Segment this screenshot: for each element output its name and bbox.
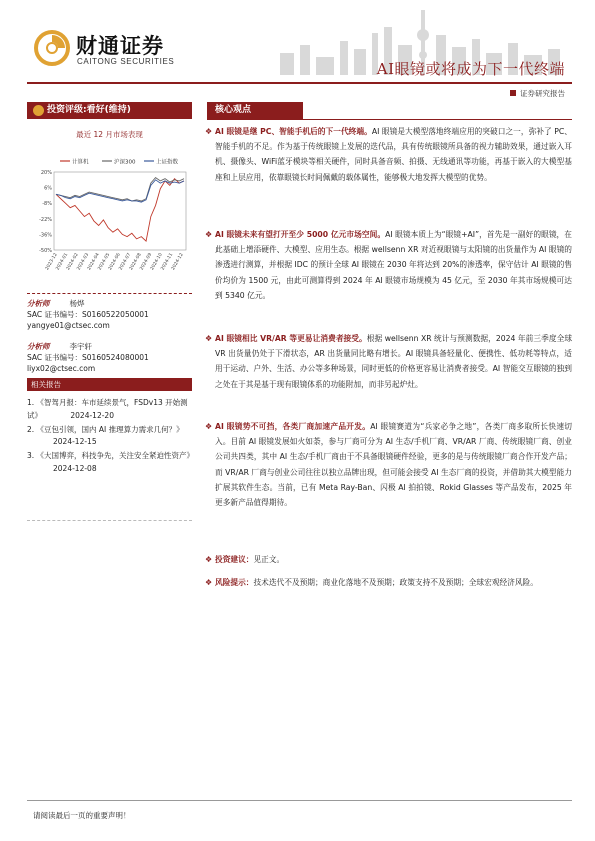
analyst-email[interactable]: liyx02@ctsec.com [27,364,96,373]
point-body: 见正文。 [253,555,285,564]
related-report-title: 2. 《豆包引领，国内 AI 推理算力需求几何？》 [27,424,184,434]
x-tick-label: 2024-04 [86,252,101,272]
related-reports-list [27,397,197,477]
analyst-role: 分析师 [27,299,50,308]
related-reports-header: 相关报告 [27,378,192,391]
core-point [205,552,572,567]
diamond-bullet-icon: ❖ [205,230,213,239]
analyst-cert: SAC 证书编号：S0160522050001 [27,310,149,319]
legend-label: 计算机 [72,159,89,166]
x-tick-label: 2024-06 [107,252,122,272]
rating-badge-icon [33,105,44,116]
disclaimer-note: 请阅读最后一页的重要声明！ [33,811,131,820]
series-line [56,179,184,241]
diamond-bullet-icon: ❖ [205,422,213,431]
brand-name-en: CAITONG SECURITIES [77,57,175,66]
square-marker-icon [510,90,516,96]
point-lead: 投资建议： [215,555,254,564]
point-lead: AI 眼镜势不可挡，各类厂商加速产品开发。 [215,422,371,431]
analyst-block [27,298,149,331]
related-report-title: 1. 《智驾月报：车市延续景气，FSDv13 开始测试》 [27,398,188,420]
report-type-text: 证券研究报告 [520,89,565,98]
x-tick-label: 2024-12 [170,252,185,272]
analyst-name: 杨烨 [69,299,85,308]
header-divider [27,82,572,84]
related-report-date: 2024-12-15 [53,437,97,447]
page-header [0,0,595,98]
point-body: AI 眼镜本质上为“眼镜+AI”，首先是一副好的眼镜，在此基础上增添硬件、大模型、应用生态。根据 wellsenn XR 对近视眼镜与太阳镜的出货量作为 AI 眼镜的渗透进行测算，并根据 IDC 的预计全球 AI 眼镜在 2030 年将达到 20%的渗透率，保守估计 AI 眼镜的售价均价为 1500 元，由此可测算得到 2024 年 AI 眼镜市场规模为 45 亿元，至 2030 年其市场规模可达到 5340 亿元。 [215,230,572,300]
y-tick-label: -22% [39,216,52,223]
investment-rating-bar [27,102,192,119]
core-view-header: 核心观点 [207,102,303,119]
x-tick-label: 2024-11 [160,252,175,272]
series-line [56,180,184,202]
y-tick-label: 6% [44,185,52,192]
related-report-date: 2024-12-08 [53,463,97,473]
core-point [205,331,573,392]
x-tick-label: 2024-05 [97,252,112,272]
market-performance-chart [32,150,192,282]
brand-name-cn: 财通证券 [76,34,164,58]
x-tick-label: 2024-07 [118,252,133,272]
core-view-divider [207,119,572,120]
report-type-label [510,88,565,99]
y-tick-label: -50% [39,248,52,254]
related-divider [27,520,192,521]
diamond-bullet-icon: ❖ [205,578,213,587]
x-tick-label: 2024-08 [128,252,143,272]
x-tick-label: 2024-02 [65,252,80,272]
x-tick-label: 2024-09 [139,252,154,272]
x-tick-label: 2024-10 [149,252,164,272]
y-tick-label: 20% [40,170,52,176]
point-lead: 风险提示： [215,578,254,587]
core-point [205,124,572,185]
point-lead: AI 眼镜相比 VR/AR 等更易让消费者接受。 [215,334,367,343]
chart-caption: 最近 12 月市场表现 [76,130,143,139]
caitong-logo-icon [34,30,70,66]
left-divider [27,293,192,294]
legend-label: 上证指数 [156,159,179,166]
diamond-bullet-icon: ❖ [205,334,213,343]
x-tick-label: 2024-03 [76,252,91,272]
related-report-title: 3. 《大国博弈，科技争先，关注安全紧迫性资产》 [27,451,195,461]
y-tick-label: -8% [42,201,52,208]
analyst-cert: SAC 证书编号：S0160524080001 [27,353,149,362]
analyst-email[interactable]: yangye01@ctsec.com [27,321,110,330]
x-tick-label: 2024-01 [55,252,70,272]
legend-label: 沪深300 [114,159,136,166]
footer-divider [27,800,572,801]
core-point [205,575,572,590]
diamond-bullet-icon: ❖ [205,555,213,564]
x-tick-label: 2023-12 [44,252,59,272]
report-title: AI眼镜或将成为下一代终端 [376,60,565,78]
related-report-item[interactable] [27,397,197,423]
y-tick-label: -36% [39,232,52,239]
diamond-bullet-icon: ❖ [205,127,213,136]
investment-rating: 投资评级:看好(维持) [47,105,131,115]
point-lead: AI 眼镜是继 PC、智能手机后的下一代终端。 [215,127,372,136]
point-body: 根据 wellsenn XR 统计与预测数据，2024 年前三季度全球 VR 出货量仍处于下滑状态，AR 出货量同比略有增长。AI 眼镜具备轻量化、便携性、低功耗等特点，适用于运动、户外、生活、办公等多种场景，同时更低的价格更容易让消费者接受。AI 智能交互眼镜的独到之处在于其是基于现有眼镜体系的功能附加，而非另起炉灶。 [215,334,573,389]
point-body: AI 眼镜赛道为“兵家必争之地”，各类厂商多取所长快速切入。目前 AI 眼镜发展如火如荼，参与厂商可分为 AI 生态/手机厂商、VR/AR 厂商、传统眼镜厂商、创业公司共四类，其中 AI 生态/手机厂商由于不具备眼镜硬件经验，更多的是与传统眼镜厂商合作开发产品；而 VR/AR 厂商与创业公司往往以独立品牌出现，但可能会接受 AI 生态厂商的投资，并借助其大模型能力扩展其软件生态。当前，已有 Meta Ray-Ban、闪极 AI 拍拍镜、Rokid Glasses 等产品发布，2025 年更多新产品值得期待。 [215,422,572,508]
point-lead: AI 眼镜未来有望打开至少 5000 亿元市场空间。 [215,230,386,239]
core-point [205,419,572,510]
point-body: 技术迭代不及预期；商业化落地不及预期；政策支持不及预期；全球宏观经济风险。 [253,578,538,587]
related-report-item[interactable] [27,424,197,450]
related-report-date: 2024-12-20 [70,410,114,420]
analyst-name: 李宇轩 [69,342,92,351]
core-point [205,227,572,303]
point-body: AI 眼镜是大模型落地终端应用的突破口之一，弥补了 PC、智能手机的不足。作为基于传统眼镜上发展的迭代品，具有传统眼镜所具备的视力辅助效果，通过嵌入耳机、摄像头、WiFi蓝牙模块等相关硬件，同时具备音频、拍摄、无线通讯等功能，再基于嵌入的大模型基座和上层应用，依靠眼镜长时间佩戴的载体属性，能够极大地发挥大模型的优势。 [215,127,572,182]
analyst-role: 分析师 [27,342,50,351]
related-report-item[interactable] [27,450,197,476]
analyst-block [27,341,149,374]
plot-frame [54,172,186,250]
